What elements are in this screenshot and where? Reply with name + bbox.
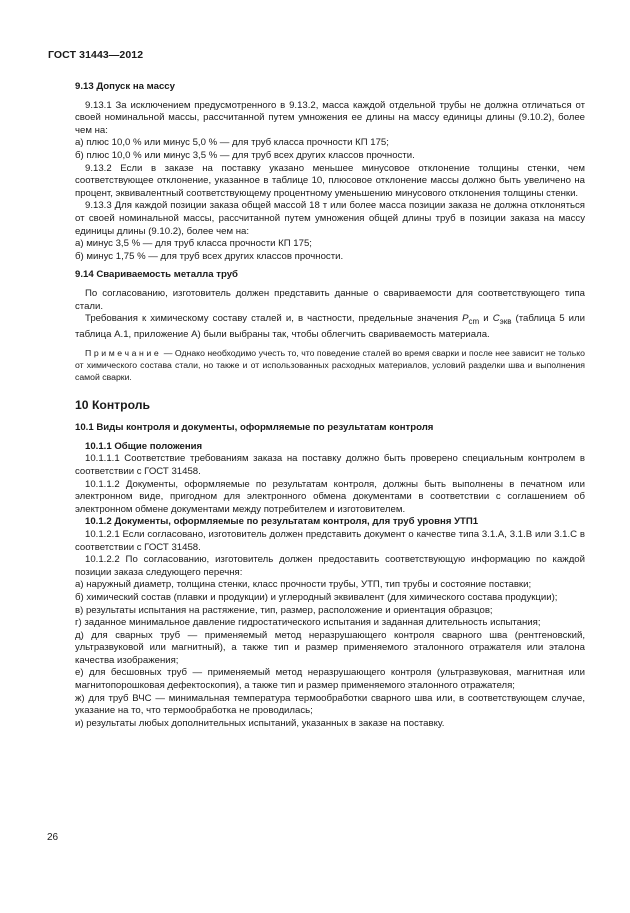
note-9-14 xyxy=(75,347,585,383)
list-item: в) результаты испытания на растяжение, тип, размер, расположение и ориентация образцов; xyxy=(75,604,493,616)
page-number: 26 xyxy=(47,832,59,843)
chem-text-start: Требования к химическому составу сталей и, в частности, предельные значения xyxy=(85,313,459,325)
section-10-1-heading: 10.1 Виды контроля и документы, оформляемые по результатам контроля xyxy=(75,422,434,434)
para-10-1-2-1: 10.1.2.1 Если согласовано, изготовитель должен представить документ о качестве типа 3.1.А, 3.1.В или 3.1.С в соответствии с ГОСТ 31458. xyxy=(75,528,585,553)
pcm-subscript: cm xyxy=(468,317,480,326)
cekv-symbol: C xyxy=(492,313,500,325)
list-item: б) химический состав (плавки и продукции) и углеродный эквивалент (для химического состава продукции); xyxy=(75,591,558,603)
section-9-13-heading: 9.13 Допуск на массу xyxy=(75,81,175,92)
para-10-1-1-1: 10.1.1.1 Соответствие требованиям заказа на поставку должно быть проверено специальным контролем в соответствии с ГОСТ 31458. xyxy=(75,453,585,477)
para-9-13-3: 9.13.3 Для каждой позиции заказа общей массой 18 т или более масса позиции заказа не должна отклоняться от своей номинальной массы, рассчитанной путем умножения общей длины труб в позиции заказа на массу единицы длины (9.10.2), более чем на: xyxy=(75,200,585,237)
section-10-heading: 10 Контроль xyxy=(75,398,150,413)
para-10-1-1-2: 10.1.1.2 Документы, оформляемые по результатам контроля, должны быть выполнены в печатном или электронном виде, пригодном для электронного обмена документами в соответствии с соглашением об электронном обмене документами между потребителем и изготовителем. xyxy=(75,478,585,515)
section-9-14-heading: 9.14 Свариваемость металла труб xyxy=(75,269,238,281)
section-10-1-2-heading: 10.1.2 Документы, оформляемые по результатам контроля, для труб уровня УТП1 xyxy=(85,516,479,528)
and-word: и xyxy=(479,313,493,325)
note-text: — Однако необходимо учесть то, что поведение сталей во время сварки и после нее зависит не только от химического состава стали, но также и от использованных расходных материалов, условий разделки шва и выполнения самой сварки. xyxy=(75,348,585,383)
pcm-symbol: P xyxy=(462,313,469,325)
cekv-subscript: экв xyxy=(499,317,512,326)
para-9-14-chemistry xyxy=(75,313,585,341)
section-10-1-1-heading: 10.1.1 Общие положения xyxy=(85,440,203,452)
list-item: ж) для труб ВЧС — минимальная температура термообработки сварного шва или, в соответствующем случае, указание на то, что термообработка не проводилась; xyxy=(75,692,585,717)
list-item: и) результаты любых дополнительных испытаний, указанных в заказе на поставку. xyxy=(75,717,445,729)
list-item: б) минус 1,75 % — для труб всех других классов прочности. xyxy=(75,250,344,262)
para-9-13-1: 9.13.1 За исключением предусмотренного в 9.13.2, масса каждой отдельной трубы не должна отличаться от своей номинальной массы, рассчитанной путем умножения ее длины на массу единицы длины (9.10.2), более чем на: xyxy=(75,99,585,136)
list-item: а) минус 3,5 % — для труб класса прочности КП 175; xyxy=(75,238,312,250)
list-item: г) заданное минимальное давление гидростатического испытания и заданная длительность испытания; xyxy=(75,617,541,629)
list-item: б) плюс 10,0 % или минус 3,5 % — для труб всех других классов прочности. xyxy=(75,149,415,161)
para-9-14-weldability: По согласованию, изготовитель должен представить данные о свариваемости для соответствующего типа стали. xyxy=(75,287,585,312)
para-10-1-2-2: 10.1.2.2 По согласованию, изготовитель должен предоставить соответствующую информацию по каждой позиции заказа следующего перечня: xyxy=(75,554,585,578)
chem-text-end: (таблица 5 или таблица А.1, приложение А) были выбраны так, чтобы облегчить свариваемость материала. xyxy=(75,313,585,340)
list-item: а) наружный диаметр, толщина стенки, класс прочности трубы, УТП, тип трубы и состояние поставки; xyxy=(75,579,532,591)
note-label: Примечание xyxy=(85,348,162,359)
document-id-header: ГОСТ 31443—2012 xyxy=(48,49,144,61)
para-9-13-2: 9.13.2 Если в заказе на поставку указано меньшее минусовое отклонение толщины стенки, чем соответствующее отклонение, указанное в таблице 10, плюсовое отклонение массы должно быть увеличено на процент, эквивалентный соответствующему процентному уменьшению минусового отклонения толщины стенки. xyxy=(75,162,585,199)
page-content xyxy=(75,81,585,730)
list-item: а) плюс 10,0 % или минус 5,0 % — для труб класса прочности КП 175; xyxy=(75,137,389,149)
list-item: е) для бесшовных труб — применяемый метод неразрушающего контроля (ультразвуковая, магнитная или магнитопорошковая дефектоскопия), а также тип и размер применяемого эталонного отражателя; xyxy=(75,667,585,692)
list-item: д) для сварных труб — применяемый метод неразрушающего контроля сварного шва (рентгеновский, ультразвуковой или магнитный), а также тип и размер применяемого эталонного отражателя или эталона качества изображения; xyxy=(75,629,585,666)
